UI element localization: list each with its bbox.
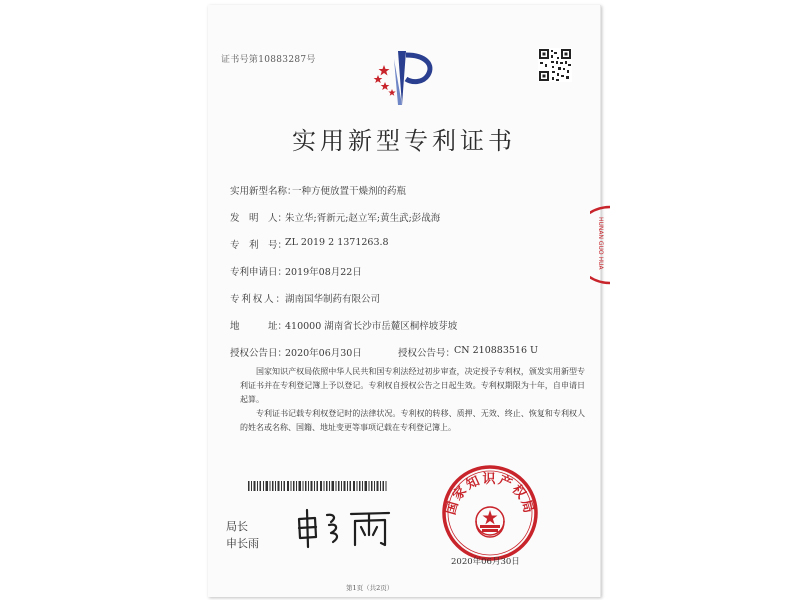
seal-text: 国家知识产权局 bbox=[443, 472, 537, 517]
field-utility-name bbox=[230, 183, 406, 197]
field-label: 地 址： bbox=[230, 321, 288, 332]
grant-statement: 国家知识产权局依照中华人民共和国专利法经过初步审查，决定授予专利权，颁发实用新型专利证书并在专利登记簿上予以登记。专利权自授权公告之日起生效。专利权期限为十年，自申请日起算。 bbox=[240, 367, 585, 404]
seal-date: 2020年06月30日 bbox=[451, 557, 520, 567]
field-value: 410000 湖南省长沙市岳麓区桐梓坡芽坡 bbox=[285, 321, 458, 332]
field-label: 实用新型名称： bbox=[230, 186, 297, 197]
field-value: ZL 2019 2 1371263.8 bbox=[285, 237, 389, 248]
field-value: 湖南国华制药有限公司 bbox=[285, 294, 381, 305]
side-stamp-text: HUNAN GUO HUA bbox=[597, 217, 604, 270]
field-filing-date bbox=[230, 264, 362, 278]
certificate-number: 证书号第10883287号 bbox=[221, 55, 316, 65]
barcode-icon bbox=[248, 481, 388, 491]
chief-title: 局长 bbox=[226, 520, 248, 533]
page-number: 第1页（共2页） bbox=[346, 584, 394, 592]
field-value: 一种方便放置干燥剂的药瓶 bbox=[292, 186, 407, 197]
certificate-title: 实用新型专利证书 bbox=[292, 127, 516, 155]
field-label: 专 利 号： bbox=[230, 240, 288, 251]
field-value: CN 210883516 U bbox=[454, 345, 539, 356]
chief-name: 申长雨 bbox=[226, 537, 259, 550]
patent-office-logo-icon bbox=[368, 49, 438, 107]
field-label: 发 明 人： bbox=[230, 213, 288, 224]
legal-notice: 专利证书记载专利权登记时的法律状况。专利权的转移、质押、无效、终止、恢复和专利权人的姓名或名称、国籍、地址变更等事项记载在专利登记簿上。 bbox=[240, 409, 585, 432]
field-label: 专利权人： bbox=[230, 294, 285, 305]
field-inventors bbox=[230, 210, 440, 224]
signature-icon bbox=[293, 505, 403, 550]
field-label: 授权公告号： bbox=[398, 348, 456, 359]
side-company-stamp-icon bbox=[590, 205, 610, 285]
certificate-paper bbox=[208, 5, 604, 597]
field-label: 专利申请日： bbox=[230, 267, 288, 278]
qr-code-icon bbox=[538, 48, 572, 82]
field-value: 2019年08月22日 bbox=[285, 267, 362, 278]
field-address bbox=[230, 318, 457, 332]
field-grant-date bbox=[230, 345, 362, 359]
field-value: 2020年06月30日 bbox=[285, 348, 362, 359]
field-patentee bbox=[230, 291, 380, 305]
field-grant-number bbox=[398, 345, 538, 359]
official-seal-icon bbox=[440, 463, 540, 563]
field-patent-number bbox=[230, 237, 389, 251]
field-value: 朱立华;胥新元;赵立军;黄生武;彭战海 bbox=[285, 213, 441, 224]
field-label: 授权公告日： bbox=[230, 348, 288, 359]
